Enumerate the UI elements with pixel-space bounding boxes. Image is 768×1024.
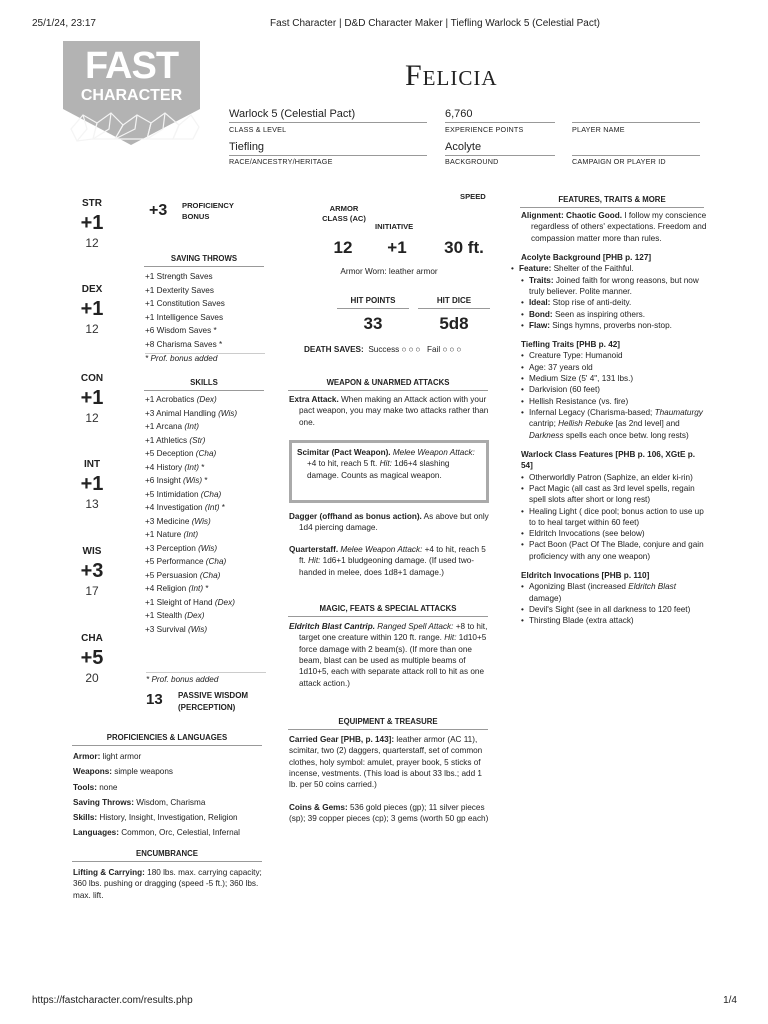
skill-row-insight: +6 Insight (Wis) * bbox=[145, 476, 208, 485]
acolyte-feature: • Feature: Shelter of the Faithful. bbox=[521, 263, 709, 274]
print-title: Fast Character | D&D Character Maker | Tiefling Warlock 5 (Celestial Pact) bbox=[270, 18, 600, 29]
death-saves-label: DEATH SAVES: bbox=[304, 345, 364, 354]
saving-throw-item: +6 Wisdom Saves * bbox=[145, 326, 217, 335]
saving-throws-heading: SAVING THROWS bbox=[144, 254, 264, 267]
saving-throw-item: +8 Charisma Saves * bbox=[145, 339, 223, 349]
hit-points-label: HIT POINTS bbox=[337, 296, 409, 309]
ability-cha bbox=[72, 632, 112, 687]
ability-score: 17 bbox=[85, 584, 99, 598]
ability-con bbox=[72, 372, 112, 427]
race-value: Tiefling bbox=[229, 140, 427, 156]
encumbrance-text: Lifting & Carrying: 180 lbs. max. carrying capacity; 360 lbs. pushing or dragging (speed -5 ft.); 360 lbs. max. lift. bbox=[73, 868, 262, 900]
warlock-feature-item: • Healing Light ( dice pool; bonus action to use up to to heal target within 60 feet) bbox=[521, 506, 709, 529]
alignment-text: Alignment: Chaotic Good. I follow my conscience regardless of others' expectations. Freedom and compassion matter more than rules. bbox=[521, 211, 707, 243]
coins-gems-text: Coins & Gems: 536 gold pieces (gp); 11 silver pieces (sp); 39 copper pieces (cp); 3 gems (worth 50 gp each) bbox=[289, 803, 489, 824]
invocation-item: • Devil's Sight (see in all darkness to 120 feet) bbox=[521, 604, 709, 615]
acolyte-traits: • Traits: Joined faith for wrong reasons, but now truly believer. Polite manner. bbox=[521, 275, 709, 298]
initiative-label: INITIATIVE bbox=[375, 222, 414, 231]
ability-str bbox=[72, 197, 112, 252]
acolyte-flaw: • Flaw: Sings hymns, proverbs non-stop. bbox=[521, 320, 709, 331]
ability-score: 12 bbox=[85, 236, 99, 250]
ability-score: 20 bbox=[85, 671, 99, 685]
quarterstaff-text: Quarterstaff. Melee Weapon Attack: +4 to hit, reach 5 ft. Hit: 1d6+1 bludgeoning damage. (If used two-handed in melee, does 1d8+1 damage.) bbox=[289, 545, 486, 577]
encumbrance-heading: ENCUMBRANCE bbox=[72, 849, 262, 862]
fast-character-logo bbox=[63, 41, 200, 147]
speed-value: 30 ft. bbox=[444, 238, 484, 257]
skill-row-acrobatics: +1 Acrobatics (Dex) bbox=[145, 395, 217, 404]
background-label: BACKGROUND bbox=[445, 157, 499, 166]
warlock-feature-item: • Pact Boon (Pact Of The Blade, conjure and gain proficiency with any one weapon) bbox=[521, 539, 709, 562]
skill-row-stealth: +1 Stealth (Dex) bbox=[145, 611, 205, 620]
ability-name: STR bbox=[82, 198, 102, 209]
skills-heading: SKILLS bbox=[144, 378, 264, 391]
hit-dice-label: HIT DICE bbox=[418, 296, 490, 309]
skill-row-animal-handling: +3 Animal Handling (Wis) bbox=[145, 408, 238, 418]
proficiency-bonus-label bbox=[182, 200, 234, 222]
dagger-text: Dagger (offhand as bonus action). As above but only 1d4 piercing damage. bbox=[289, 512, 489, 533]
invocation-item: • Thirsting Blade (extra attack) bbox=[521, 615, 709, 626]
skill-row-nature: +1 Nature (Int) bbox=[145, 530, 199, 539]
ability-name: DEX bbox=[81, 284, 103, 295]
proficiency-row-skills: Skills: History, Insight, Investigation, Religion bbox=[73, 813, 238, 823]
ability-name: CHA bbox=[81, 633, 103, 644]
tiefling-trait-item: • Darkvision (60 feet) bbox=[521, 384, 709, 395]
logo-text-fast: FAST bbox=[84, 45, 179, 87]
pact-weapon-box bbox=[289, 440, 489, 503]
warlock-feature-item: • Eldritch Invocations (see below) bbox=[521, 528, 709, 539]
armor-class-label: ARMOR CLASS (AC) bbox=[322, 204, 366, 223]
death-saves-row bbox=[304, 345, 463, 356]
proficiency-row-tools: Tools: none bbox=[73, 782, 118, 792]
death-saves-fail-circles[interactable]: ○○○ bbox=[442, 345, 464, 354]
skill-row-survival: +3 Survival (Wis) bbox=[145, 624, 208, 634]
warlock-features-title: Warlock Class Features [PHB p. 106, XGtE p. 54] bbox=[521, 449, 695, 471]
passive-label-line2: (PERCEPTION) bbox=[178, 703, 236, 712]
print-url[interactable]: https://fastcharacter.com/results.php bbox=[32, 995, 193, 1006]
skill-row-history: +4 History (Int) * bbox=[145, 462, 205, 472]
warlock-feature-item: • Otherworldly Patron (Saphize, an elder ki-rin) bbox=[521, 472, 709, 483]
invocation-item: • Agonizing Blast (increased Eldritch Blast damage) bbox=[521, 581, 709, 604]
passive-wisdom-value: 13 bbox=[146, 691, 163, 708]
ability-dex bbox=[72, 283, 112, 338]
carried-gear-text: Carried Gear [PHB, p. 143]: leather armor (AC 11), scimitar, two (2) daggers, quarterstaff, set of common clothes, holy symbol: amulet, prayer book, 5 sticks of incense, vestments. (This load is about 33 lbs.; add 1 lb. per 50 coins carried.) bbox=[289, 735, 483, 790]
ability-score: 13 bbox=[85, 497, 99, 511]
features-heading: FEATURES, TRAITS & MORE bbox=[520, 195, 704, 208]
ability-name: CON bbox=[80, 373, 104, 384]
skill-row-investigation: +4 Investigation (Int) * bbox=[145, 503, 225, 512]
skill-row-deception: +5 Deception (Cha) bbox=[145, 449, 217, 458]
ability-score: 12 bbox=[85, 411, 99, 425]
equipment-heading: EQUIPMENT & TREASURE bbox=[288, 717, 488, 730]
proficiency-row-armor: Armor: light armor bbox=[73, 752, 142, 761]
acolyte-background-title: Acolyte Background [PHB p. 127] bbox=[521, 252, 652, 262]
ability-name: WIS bbox=[82, 546, 102, 557]
ability-modifier: +1 bbox=[80, 212, 104, 234]
passive-label-line1: PASSIVE WISDOM bbox=[178, 691, 249, 700]
eldritch-invocations-title: Eldritch Invocations [PHB p. 110] bbox=[521, 571, 650, 581]
background-value: Acolyte bbox=[445, 140, 555, 156]
saving-throws-list bbox=[145, 272, 265, 367]
tiefling-trait-item: • Hellish Resistance (vs. fire) bbox=[521, 396, 709, 407]
tiefling-traits-title: Tiefling Traits [PHB p. 42] bbox=[521, 340, 621, 350]
skills-list bbox=[145, 395, 270, 638]
proficiency-row-languages: Languages: Common, Orc, Celestial, Infernal bbox=[73, 828, 240, 838]
proficiency-label-line1: PROFICIENCY bbox=[182, 201, 234, 210]
initiative-value: +1 bbox=[387, 238, 407, 257]
skill-row-religion: +4 Religion (Int) * bbox=[145, 584, 209, 593]
ability-modifier: +1 bbox=[80, 387, 104, 409]
skill-row-performance: +5 Performance (Cha) bbox=[145, 557, 227, 566]
ability-name: INT bbox=[83, 459, 101, 470]
skill-row-athletics: +1 Athletics (Str) bbox=[145, 435, 206, 445]
skills-note: * Prof. bonus added bbox=[146, 672, 266, 686]
armor-worn: Armor Worn: leather armor bbox=[340, 267, 438, 276]
extra-attack-text: Extra Attack. When making an Attack action with your pact weapon, you may make two attacks rather than one. bbox=[289, 395, 489, 427]
acolyte-bond: • Bond: Seen as inspiring others. bbox=[521, 309, 709, 320]
passive-wisdom-label bbox=[178, 690, 248, 714]
hit-dice-value: 5d8 bbox=[439, 314, 469, 333]
warlock-feature-item: • Pact Magic (all cast as 3rd level spells, regain spell slots after short or long rest) bbox=[521, 483, 709, 506]
features-column bbox=[521, 210, 709, 627]
saving-throw-item: +1 Constitution Saves bbox=[145, 299, 225, 308]
skill-row-sleight-of-hand: +1 Sleight of Hand (Dex) bbox=[145, 597, 235, 607]
ability-modifier: +3 bbox=[80, 560, 104, 582]
class-level-label: CLASS & LEVEL bbox=[229, 125, 287, 134]
proficiencies-list bbox=[73, 749, 268, 841]
skill-row-persuasion: +5 Persuasion (Cha) bbox=[145, 570, 221, 580]
ability-int bbox=[72, 458, 112, 513]
ability-modifier: +5 bbox=[80, 647, 104, 669]
skill-row-perception: +3 Perception (Wis) bbox=[145, 543, 218, 553]
logo-text-character: CHARACTER bbox=[80, 87, 183, 104]
tiefling-trait-item: • Age: 37 years old bbox=[521, 362, 709, 373]
saving-throw-item: +1 Dexterity Saves bbox=[145, 285, 214, 295]
death-saves-fail-label: Fail bbox=[426, 345, 441, 354]
death-saves-success-label: Success bbox=[368, 345, 400, 354]
skill-row-intimidation: +5 Intimidation (Cha) bbox=[145, 489, 222, 499]
magic-heading: MAGIC, FEATS & SPECIAL ATTACKS bbox=[288, 604, 488, 617]
saving-throws-note: * Prof. bonus added bbox=[145, 353, 265, 367]
proficiencies-heading: PROFICIENCIES & LANGUAGES bbox=[72, 733, 262, 746]
experience-value: 6,760 bbox=[445, 107, 555, 123]
proficiency-row-saving-throws: Saving Throws: Wisdom, Charisma bbox=[73, 797, 206, 807]
proficiency-label-line2: BONUS bbox=[182, 212, 210, 221]
saving-throw-item: +1 Intelligence Saves bbox=[145, 312, 224, 322]
class-level-value: Warlock 5 (Celestial Pact) bbox=[229, 107, 427, 123]
skill-row-medicine: +3 Medicine (Wis) bbox=[145, 516, 211, 526]
experience-label: EXPERIENCE POINTS bbox=[445, 125, 524, 134]
ability-score: 12 bbox=[85, 322, 99, 336]
acolyte-ideal: • Ideal: Stop rise of anti-deity. bbox=[521, 297, 709, 308]
death-saves-success-circles[interactable]: ○○○ bbox=[401, 345, 423, 354]
speed-label: SPEED bbox=[460, 192, 486, 201]
print-page-number: 1/4 bbox=[723, 995, 737, 1006]
player-name-value bbox=[572, 107, 700, 123]
armor-class-value: 12 bbox=[333, 238, 353, 257]
hit-points-value: 33 bbox=[363, 314, 383, 333]
attacks-heading: WEAPON & UNARMED ATTACKS bbox=[288, 378, 488, 391]
campaign-label: CAMPAIGN OR PLAYER ID bbox=[572, 157, 666, 166]
campaign-value bbox=[572, 140, 700, 156]
eldritch-blast-text: Eldritch Blast Cantrip. Ranged Spell Attack: +8 to hit, target one creature within 120 ft. range. Hit: 1d10+5 force damage with 2 beam(s). (If more than one beam, blast can be used as multiple beams of 1d10+5, each with separate attack roll to hit as one attack action.) bbox=[289, 622, 488, 688]
character-name: Felicia bbox=[405, 59, 498, 92]
proficiency-row-weapons: Weapons: simple weapons bbox=[73, 767, 173, 777]
saving-throw-item: +1 Strength Saves bbox=[145, 272, 213, 281]
ability-modifier: +1 bbox=[80, 298, 104, 320]
skill-row-arcana: +1 Arcana (Int) bbox=[145, 422, 199, 431]
ability-modifier: +1 bbox=[80, 473, 104, 495]
infernal-legacy-item: • Infernal Legacy (Charisma-based; Thaumaturgy cantrip; Hellish Rebuke [as 2nd level] and Darkness spells each once betw. long rests) bbox=[521, 407, 709, 441]
proficiency-bonus-value: +3 bbox=[149, 202, 168, 219]
ability-wis bbox=[72, 545, 112, 600]
player-name-label: PLAYER NAME bbox=[572, 125, 625, 134]
scimitar-text: Scimitar (Pact Weapon). Melee Weapon Attack: +4 to hit, reach 5 ft. Hit: 1d6+4 slashing damage. Counts as magical weapon. bbox=[297, 448, 475, 480]
tiefling-trait-item: • Medium Size (5' 4", 131 lbs.) bbox=[521, 373, 709, 384]
race-label: RACE/ANCESTRY/HERITAGE bbox=[229, 157, 333, 166]
print-timestamp: 25/1/24, 23:17 bbox=[32, 18, 96, 29]
tiefling-trait-item: • Creature Type: Humanoid bbox=[521, 350, 709, 361]
